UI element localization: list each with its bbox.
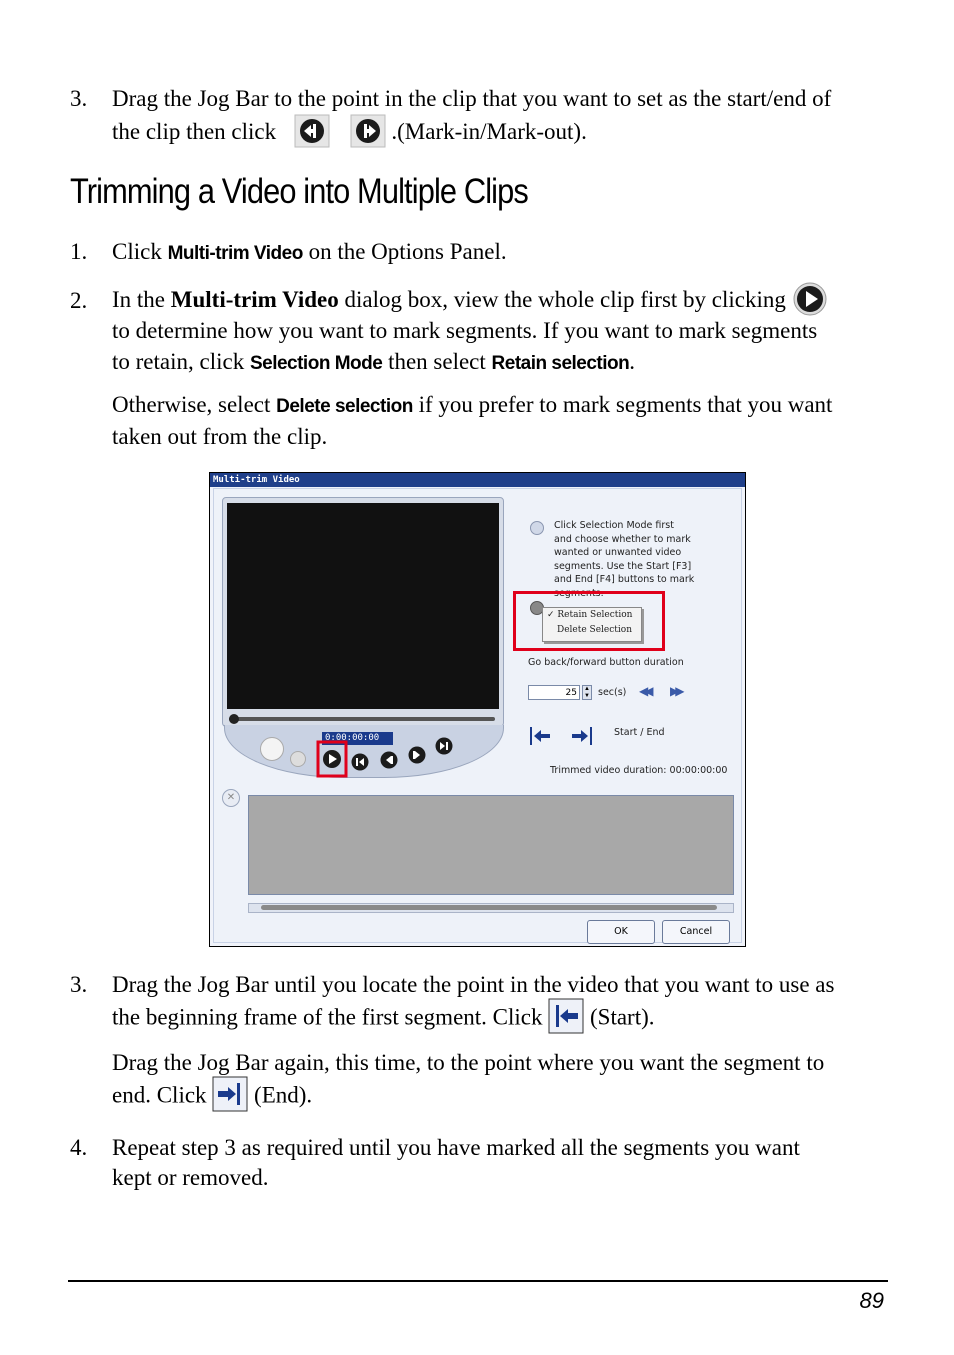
step-line: taken out from the clip. [112,424,328,449]
step-line: Drag the Jog Bar until you locate the point in the video that you want to use as [112,972,835,997]
mark-in-icon [294,114,330,148]
lightbulb-icon [530,521,544,535]
info-line: segments. Use the Start [F3] [554,560,692,572]
step-line: Drag the Jog Bar again, this time, to the point where you want the segment to [112,1050,825,1075]
scrollbar-thumb[interactable] [261,905,717,910]
menu-item-label: Delete Selection [557,625,632,635]
video-preview [227,503,499,709]
info-line: Click Selection Mode first [554,520,674,531]
step-number: 3. [70,972,88,997]
ui-term: Retain selection [491,353,630,374]
selection-mode-menu [542,607,642,642]
step-line: kept or removed. [112,1165,269,1190]
step-forward-icon[interactable] [408,746,426,764]
step-line [112,1082,902,1118]
preview-frame [222,497,504,727]
ok-button[interactable]: OK [587,920,655,944]
jog-handle[interactable] [229,714,239,724]
step-text-part: the clip then click [112,119,277,144]
end-button-icon[interactable] [570,725,594,747]
dialog-body [213,488,742,943]
info-line: segments. [554,587,604,599]
section-heading: Trimming a Video into Multiple Clips [70,172,528,211]
info-line: and End [F4] buttons to mark [554,574,695,585]
ui-term: Multi-trim Video [167,243,303,264]
start-end-label: Start / End [614,727,665,738]
go-back-icon[interactable]: ◀◀ [639,684,650,698]
step-text-part: In the [112,287,166,312]
step-text-part: Click [112,239,162,264]
step-back-icon[interactable] [380,751,398,769]
trimmed-duration-label: Trimmed video duration: 00:00:00:00 [550,765,728,776]
page-number: 89 [859,1288,884,1313]
step-line [112,115,902,148]
step-number: 2. [70,288,88,313]
menu-item-retain[interactable]: ✓ Retain Selection [547,610,633,620]
go-end-icon[interactable] [435,737,453,755]
step-number: 1. [70,239,88,264]
step-text-part: dialog box, view the whole clip first by clicking [344,287,786,312]
step-text-part: then select [388,349,486,374]
step-text [112,970,902,1118]
play-button[interactable] [317,741,347,777]
duration-spinner[interactable]: ▲ ▼ [582,685,592,700]
step-text-part: to retain, click [112,349,245,374]
step-text-part: on the Options Panel. [308,239,507,264]
step-text [112,284,902,379]
end-icon [212,1076,248,1112]
step-text-part: . [629,349,635,374]
footer-rule [68,1280,888,1282]
ui-term: Selection Mode [249,353,383,374]
step-text-part: Otherwise, select [112,392,271,417]
go-forward-icon[interactable]: ▶▶ [670,684,681,698]
timecode-display[interactable]: 0:00:00:00 [322,732,393,745]
play-icon [792,281,828,317]
step-number: 4. [70,1135,88,1160]
menu-item-delete[interactable] [543,623,641,638]
bold-term: Multi-trim Video [170,287,339,312]
step-text-part: (Start). [590,1004,655,1030]
step-text [112,1133,902,1193]
start-button-icon[interactable] [528,725,552,747]
step-line [112,1004,902,1040]
goback-label: Go back/forward button duration [528,657,684,668]
cancel-button[interactable]: Cancel [662,920,730,944]
step-line: Drag the Jog Bar to the point in the clip that you want to set as the start/end of [112,86,832,111]
repeat-icon[interactable] [290,751,306,767]
jog-bar[interactable] [229,717,495,721]
info-text [554,519,695,599]
duration-input[interactable]: 25 [528,685,580,700]
go-start-icon[interactable] [351,753,369,771]
step-line [112,284,902,315]
step-number: 3. [70,86,88,111]
multi-trim-dialog-screenshot [209,472,746,947]
step-text [112,82,902,148]
menu-item-label: Retain Selection [557,610,633,620]
horizontal-scrollbar[interactable] [248,903,734,913]
step-line: to determine how you want to mark segments. If you want to mark segments [112,318,818,343]
segment-strip [248,795,734,895]
mark-out-icon [350,114,386,148]
step-text-part: if you prefer to mark segments that you want [418,392,833,417]
step-line [112,390,902,422]
dialog-title: Multi-trim Video [210,473,745,487]
start-icon [548,998,584,1034]
step-line [112,346,902,379]
info-line: and choose whether to mark [554,533,691,545]
step-line: Repeat step 3 as required until you have marked all the segments you want [112,1135,800,1160]
info-line: wanted or unwanted video [554,547,682,558]
ui-term: Delete selection [276,396,413,417]
sec-label: sec(s) [598,687,627,698]
step-text [112,235,507,270]
step-text-part: .(Mark-in/Mark-out). [391,119,587,144]
disc-icon[interactable] [260,737,284,761]
step-text-part: end. Click [112,1082,207,1108]
step-text-part: the beginning frame of the first segment. Click [112,1004,543,1030]
remove-icon[interactable]: ✕ [222,789,240,807]
step-text [112,390,902,452]
step-text-part: (End). [254,1082,313,1108]
